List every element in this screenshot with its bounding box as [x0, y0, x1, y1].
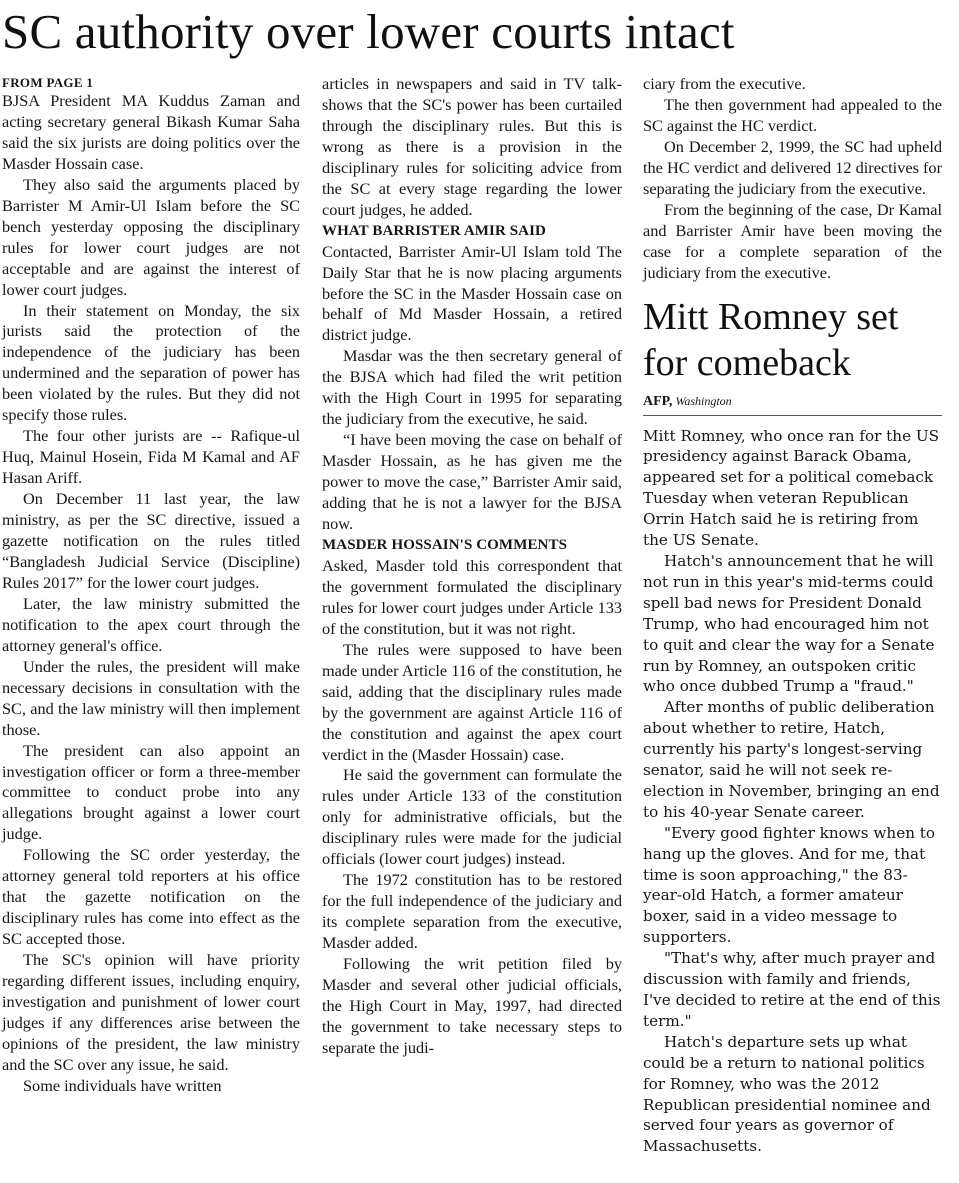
paragraph: In their statement on Monday, the six jurists said the protection of the independence of the judiciary has been undermined and the separation of power has been violated by the rules. But they did not specify those rules. — [2, 300, 300, 425]
paragraph: They also said the arguments placed by Barrister M Amir-Ul Islam before the SC bench yesterday opposing the disciplinary rules for lower court judges are not acceptable and are against the interest of lower court judges. — [2, 174, 300, 299]
paragraph: From the beginning of the case, Dr Kamal and Barrister Amir have been moving the case for a complete separation of the judiciary from the executive. — [643, 199, 942, 282]
story2-headline: Mitt Romney set for comeback — [643, 295, 899, 384]
byline-source: AFP, — [643, 393, 673, 409]
paragraph: Some individuals have written — [23, 1075, 222, 1095]
paragraph: After months of public deliberation about whether to retire, Hatch, currently his party's longest-serving senator, said he will not seek re-election in November, bringing an end to his 40-year Senate career. — [643, 698, 940, 821]
paragraph: articles in newspapers and said in TV talk-shows that the SC's power has been curtailed through the disciplinary rules. But this is wrong as there is a provision in the disciplinary rules for soliciting advice from the SC at every stage regarding the lower court judges, he added. — [322, 74, 622, 219]
paragraph: He said the government can formulate the rules under Article 133 of the constitution only for administrative officials, but the disciplinary rules were made for the judicial officials (lower court judges) instead. — [322, 765, 622, 869]
paragraph: "That's why, after much prayer and discussion with family and friends, I've decided to retire at the end of this term." — [643, 949, 941, 1030]
paragraph: "Every good fighter knows when to hang up the gloves. And for me, that time is soon approaching," the 83-year-old Hatch, a former amateur boxer, said in a video message to supporters. — [643, 823, 936, 947]
paragraph: On December 2, 1999, the SC had upheld the HC verdict and delivered 12 directives for separating the judiciary from the executive. — [643, 136, 942, 198]
paragraph: The four other jurists are -- Rafique-ul Huq, Mainul Hosein, Fida M Kamal and AF Hasan Ariff. — [2, 426, 300, 488]
paragraph: On December 11 last year, the law ministry, as per the SC directive, issued a gazette notification on the rules titled “Bangladesh Judicial Service (Discipline) Rules 2017” for the lower court judges. — [2, 489, 300, 592]
paragraph: The then government had appealed to the SC against the HC verdict. — [643, 94, 942, 135]
paragraph: “I have been moving the case on behalf of Masder Hossain, as he has given me the power to move the case,” Barrister Amir said, adding that he is not a lawyer for the BJSA now. — [322, 430, 622, 534]
paragraph: The president can also appoint an investigation officer or form a three-member committee to conduct probe into any allegations brought against a lower court judge. — [2, 740, 300, 844]
article-column-1 — [2, 74, 300, 1097]
paragraph: ciary from the executive. — [643, 74, 806, 93]
paragraph: Asked, Masder told this correspondent that the government formulated the disciplinary rules for lower court judges under Article 133 of the constitution, but it was not right. — [322, 555, 622, 638]
paragraph: The rules were supposed to have been made under Article 116 of the constitution, he said, adding that the disciplinary rules made by the government are against Article 116 of the constitution and against the apex court verdict in the (Masder Hossain) case. — [322, 639, 622, 764]
page-title: SC authority over lower courts intact — [2, 4, 735, 59]
paragraph: Mitt Romney, who once ran for the US presidency against Barack Obama, appeared set for a political comeback Tuesday when veteran Republican Orrin Hatch said he is retiring from the US Senate. — [643, 426, 940, 550]
paragraph: Later, the law ministry submitted the notification to the apex court through the attorney general's office. — [2, 593, 300, 655]
paragraph: BJSA President MA Kuddus Zaman and acting secretary general Bikash Kumar Saha said the six jurists are doing politics over the Masder Hossain case. — [2, 91, 300, 173]
paragraph: Following the SC order yesterday, the attorney general told reporters at his office that the gazette notification on the disciplinary rules has come into effect as the SC accepted those. — [2, 845, 300, 949]
paragraph: Hatch's announcement that he will not run in this year's mid-terms could spell bad news for President Donald Trump, who had encouraged him not to quit and clear the way for a Senate run by Romney, an outspoken critic who once dubbed Trump a "fraud." — [643, 551, 935, 696]
article-column-2 — [322, 74, 622, 1059]
paragraph: The SC's opinion will have priority regarding different issues, including enquiry, investigation and punishment of lower court judges if any differences arise between the opinions of the president, the law ministry and the SC over any issue, he said. — [2, 950, 300, 1074]
paragraph: Under the rules, the president will make necessary decisions in consultation with the SC, and the law ministry will then implement those. — [2, 656, 300, 739]
kicker-label: FROM PAGE 1 — [2, 75, 94, 90]
paragraph: Hatch's departure sets up what could be a return to national politics for Romney, who was the 2012 Republican presidential nominee and served four years as governor of Massachusetts. — [643, 1032, 931, 1156]
paragraph: Masdar was the then secretary general of the BJSA which had filed the writ petition with the High Court in 1995 for separating the judiciary from the executive, he said. — [322, 346, 622, 429]
subheading: MASDER HOSSAIN'S COMMENTS — [322, 536, 568, 553]
subheading: WHAT BARRISTER AMIR SAID — [322, 222, 546, 239]
story2-byline — [643, 392, 942, 416]
paragraph: Following the writ petition filed by Masder and several other judicial officials, the High Court in May, 1997, had directed the government to take necessary steps to separate the judi- — [322, 954, 622, 1057]
byline-place: Washington — [675, 393, 732, 408]
paragraph: Contacted, Barrister Amir-Ul Islam told The Daily Star that he is now placing arguments before the SC in the Masder Hossain case on behalf of Md Masder Hossain, a retired district judge. — [322, 241, 622, 345]
paragraph: The 1972 constitution has to be restored for the full independence of the judiciary and its complete separation from the executive, Masder added. — [322, 870, 622, 953]
story2-body — [643, 426, 942, 1158]
article-column-3 — [643, 74, 942, 1157]
